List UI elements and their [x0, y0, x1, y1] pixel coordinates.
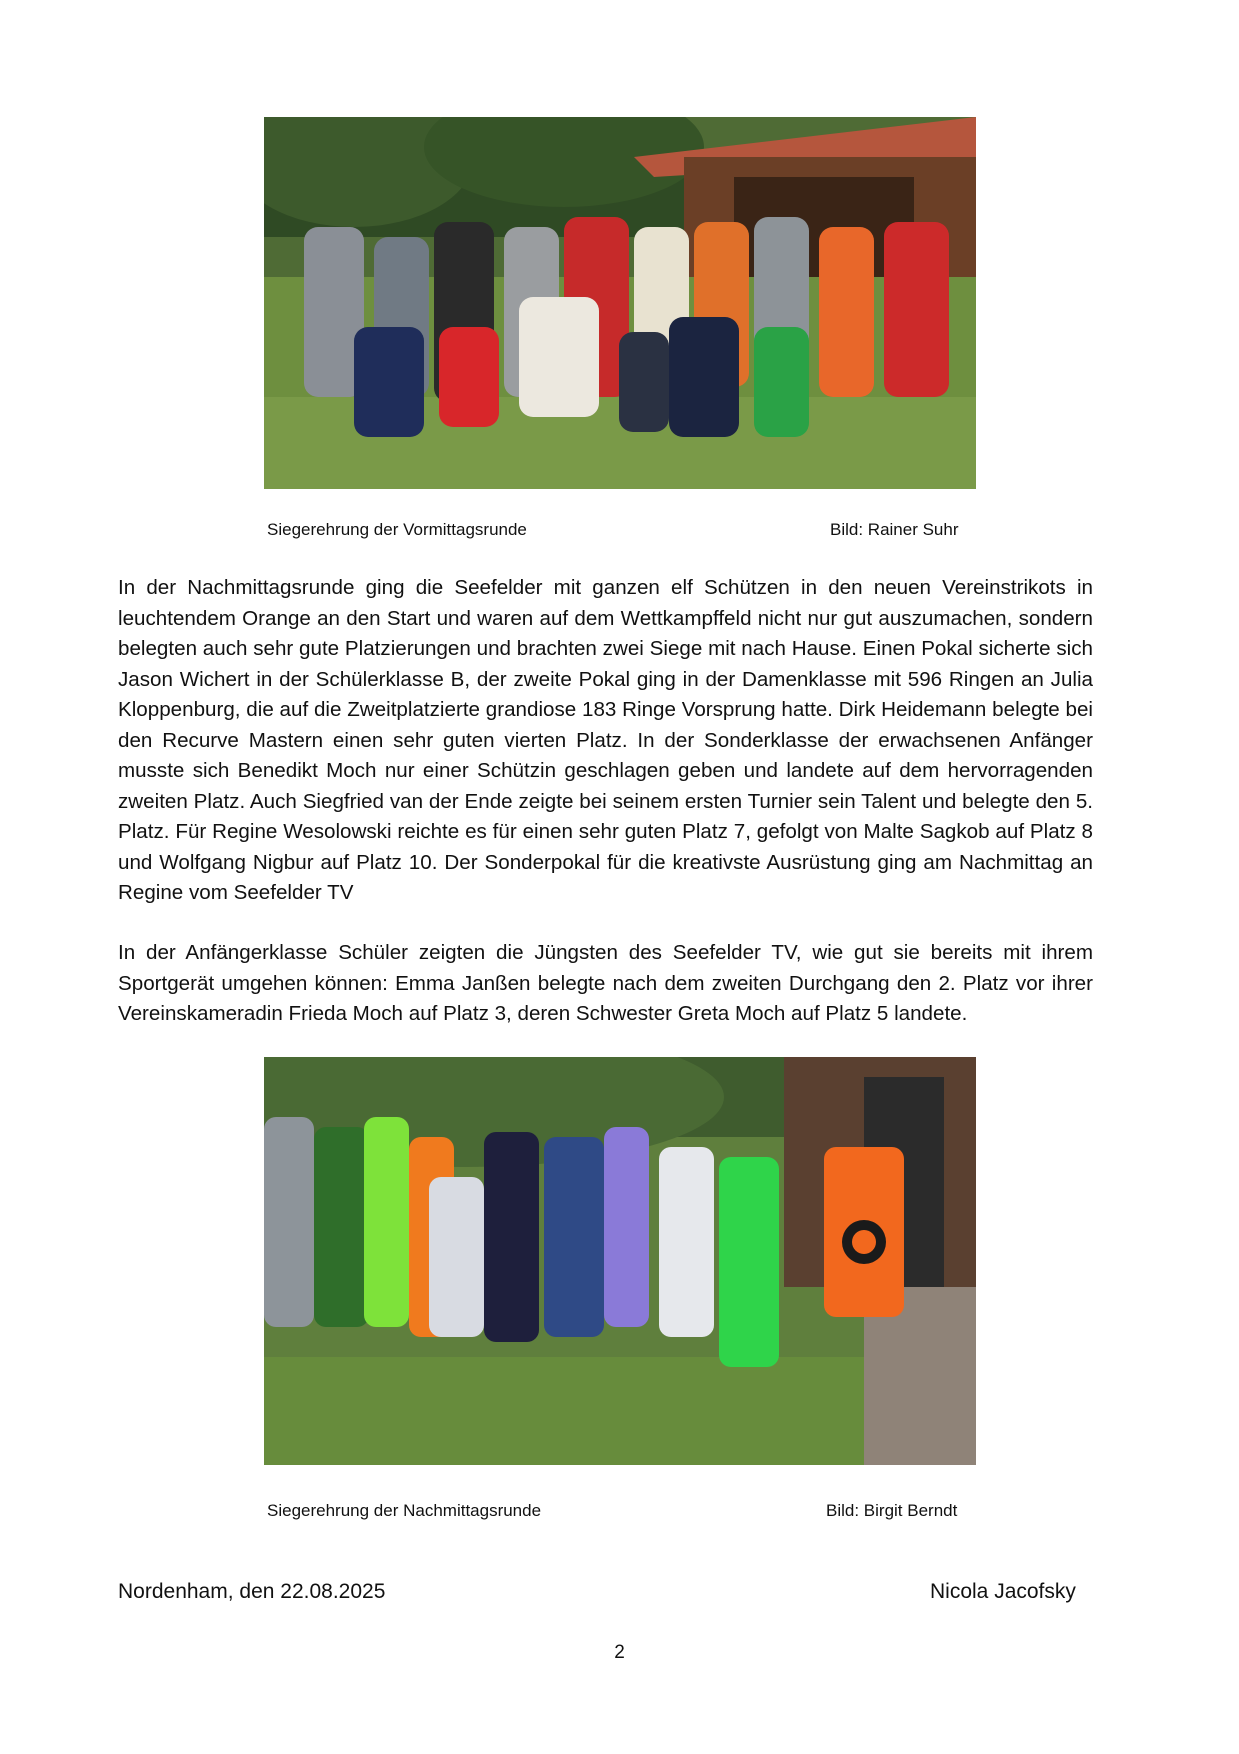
author-name: Nicola Jacofsky	[930, 1580, 1076, 1603]
page-number: 2	[614, 1642, 625, 1663]
article-paragraph-1: In der Nachmittagsrunde ging die Seefelder mit ganzen elf Schützen in den neuen Vereinstrikots in leuchtendem Orange an den Start und waren auf dem Wettkampffeld nicht nur gut auszumachen, sondern belegten auch sehr gute Platzierungen und brachten zwei Siege mit nach Hause. Einen Pokal sicherte sich Jason Wichert in der Schülerklasse B, der zweite Pokal ging in der Damenklasse mit 596 Ringen an Julia Kloppenburg, die auf die Zweitplatzierte grandiose 183 Ringe Vorsprung hatte. Dirk Heidemann belegte bei den Recurve Mastern einen sehr guten vierten Platz. In der Sonderklasse der erwachsenen Anfänger musste sich Benedikt Moch nur einer Schützin geschlagen geben und landete auf dem hervorragenden zweiten Platz. Auch Siegfried van der Ende zeigte bei seinem ersten Turnier sein Talent und belegte den 5. Platz. Für Regine Wesolowski reichte es für einen sehr guten Platz 7, gefolgt von Malte Sagkob auf Platz 8 und Wolfgang Nigbur auf Platz 10. Der Sonderpokal für die kreativste Ausrüstung ging am Nachmittag an Regine vom Seefelder TV	[118, 576, 1093, 904]
photo2-caption: Siegerehrung der Nachmittagsrunde	[267, 1501, 542, 1520]
article-paragraph-2: In der Anfängerklasse Schüler zeigten die Jüngsten des Seefelder TV, wie gut sie bereits mit ihrem Sportgerät umgehen können: Emma Janßen belegte nach dem zweiten Durchgang den 2. Platz vor ihrer Vereinskameradin Frieda Moch auf Platz 3, deren Schwester Greta Moch auf Platz 5 landete.	[118, 941, 1093, 1025]
photo1-caption: Siegerehrung der Vormittagsrunde	[267, 520, 527, 539]
group-photo-afternoon	[264, 1057, 976, 1465]
place-date: Nordenham, den 22.08.2025	[118, 1580, 386, 1603]
photo1-credit: Bild: Rainer Suhr	[830, 520, 959, 539]
group-photo-morning	[264, 117, 976, 489]
photo2-credit: Bild: Birgit Berndt	[826, 1501, 958, 1520]
